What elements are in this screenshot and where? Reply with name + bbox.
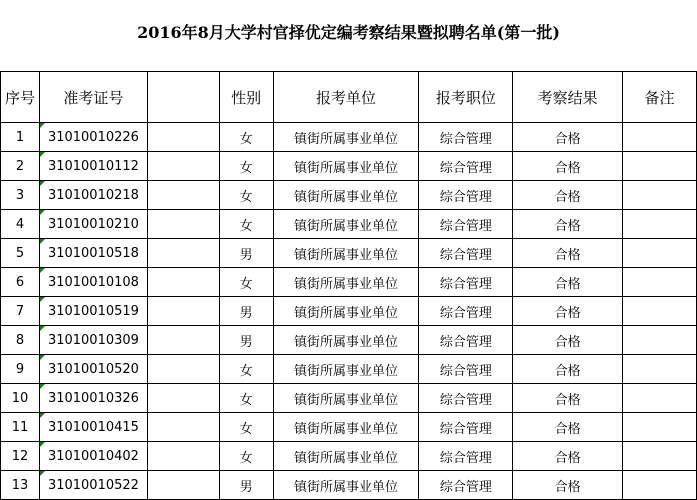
hidden-column-gap[interactable] bbox=[147, 239, 219, 268]
cell-position[interactable]: 综合管理 bbox=[419, 239, 513, 268]
cell-note[interactable] bbox=[623, 268, 697, 297]
candidate-table bbox=[0, 71, 697, 500]
cell-position[interactable]: 综合管理 bbox=[419, 384, 513, 413]
cell-note[interactable] bbox=[623, 152, 697, 181]
cell-exam-no[interactable] bbox=[39, 181, 147, 210]
cell-exam-no[interactable] bbox=[39, 239, 147, 268]
cell-result[interactable]: 合格 bbox=[513, 210, 623, 239]
exam-no-text: 31010010112 bbox=[47, 158, 139, 174]
cell-seq[interactable]: 9 bbox=[1, 355, 40, 384]
text-number-indicator-icon bbox=[40, 326, 45, 331]
text-number-indicator-icon bbox=[40, 442, 45, 447]
cell-position[interactable]: 综合管理 bbox=[419, 355, 513, 384]
hidden-column-gap[interactable] bbox=[147, 326, 219, 355]
cell-result[interactable]: 合格 bbox=[513, 181, 623, 210]
cell-seq[interactable]: 3 bbox=[1, 181, 40, 210]
hidden-column-gap[interactable] bbox=[147, 355, 219, 384]
cell-unit[interactable]: 镇街所属事业单位 bbox=[273, 181, 419, 210]
cell-position[interactable]: 综合管理 bbox=[419, 152, 513, 181]
table-row bbox=[1, 326, 697, 355]
cell-gender[interactable]: 女 bbox=[219, 355, 273, 384]
header-gender: 性别 bbox=[219, 72, 273, 123]
hidden-column-gap bbox=[147, 72, 219, 123]
cell-seq[interactable]: 1 bbox=[1, 123, 40, 152]
exam-no-text: 31010010210 bbox=[47, 216, 139, 232]
cell-unit[interactable]: 镇街所属事业单位 bbox=[273, 123, 419, 152]
exam-no-text: 31010010402 bbox=[47, 448, 139, 464]
cell-seq[interactable]: 8 bbox=[1, 326, 40, 355]
table-row bbox=[1, 268, 697, 297]
cell-position[interactable]: 综合管理 bbox=[419, 326, 513, 355]
cell-note[interactable] bbox=[623, 384, 697, 413]
table-row bbox=[1, 355, 697, 384]
text-number-indicator-icon bbox=[40, 181, 45, 186]
cell-note[interactable] bbox=[623, 471, 697, 500]
cell-exam-no[interactable] bbox=[39, 326, 147, 355]
hidden-column-gap[interactable] bbox=[147, 442, 219, 471]
cell-exam-no[interactable] bbox=[39, 297, 147, 326]
cell-result[interactable]: 合格 bbox=[513, 297, 623, 326]
cell-result[interactable]: 合格 bbox=[513, 384, 623, 413]
cell-exam-no[interactable] bbox=[39, 413, 147, 442]
table-row bbox=[1, 297, 697, 326]
cell-position[interactable]: 综合管理 bbox=[419, 268, 513, 297]
exam-no-text: 31010010415 bbox=[47, 419, 139, 435]
header-row bbox=[1, 72, 697, 123]
cell-unit[interactable]: 镇街所属事业单位 bbox=[273, 297, 419, 326]
cell-note[interactable] bbox=[623, 239, 697, 268]
text-number-indicator-icon bbox=[40, 152, 45, 157]
cell-result[interactable]: 合格 bbox=[513, 442, 623, 471]
cell-result[interactable]: 合格 bbox=[513, 355, 623, 384]
cell-gender[interactable]: 女 bbox=[219, 152, 273, 181]
cell-result[interactable]: 合格 bbox=[513, 268, 623, 297]
cell-unit[interactable]: 镇街所属事业单位 bbox=[273, 442, 419, 471]
cell-note[interactable] bbox=[623, 181, 697, 210]
hidden-column-gap[interactable] bbox=[147, 152, 219, 181]
cell-result[interactable]: 合格 bbox=[513, 152, 623, 181]
cell-gender[interactable]: 男 bbox=[219, 326, 273, 355]
cell-exam-no[interactable] bbox=[39, 268, 147, 297]
cell-seq[interactable]: 5 bbox=[1, 239, 40, 268]
cell-note[interactable] bbox=[623, 442, 697, 471]
text-number-indicator-icon bbox=[40, 355, 45, 360]
hidden-column-gap[interactable] bbox=[147, 210, 219, 239]
cell-seq[interactable]: 11 bbox=[1, 413, 40, 442]
exam-no-text: 31010010108 bbox=[47, 274, 139, 290]
cell-unit[interactable]: 镇街所属事业单位 bbox=[273, 152, 419, 181]
cell-unit[interactable]: 镇街所属事业单位 bbox=[273, 355, 419, 384]
table-row bbox=[1, 152, 697, 181]
text-number-indicator-icon bbox=[40, 413, 45, 418]
header-seq: 序号 bbox=[1, 72, 40, 123]
table-row bbox=[1, 471, 697, 500]
hidden-column-gap[interactable] bbox=[147, 413, 219, 442]
cell-result[interactable]: 合格 bbox=[513, 239, 623, 268]
table-row bbox=[1, 123, 697, 152]
cell-unit[interactable]: 镇街所属事业单位 bbox=[273, 326, 419, 355]
cell-seq[interactable]: 6 bbox=[1, 268, 40, 297]
cell-seq[interactable]: 10 bbox=[1, 384, 40, 413]
cell-exam-no[interactable] bbox=[39, 210, 147, 239]
cell-result[interactable]: 合格 bbox=[513, 123, 623, 152]
cell-seq[interactable]: 4 bbox=[1, 210, 40, 239]
exam-no-text: 31010010326 bbox=[47, 390, 139, 406]
cell-exam-no[interactable] bbox=[39, 355, 147, 384]
cell-gender[interactable]: 男 bbox=[219, 471, 273, 500]
cell-position[interactable]: 综合管理 bbox=[419, 471, 513, 500]
cell-gender[interactable]: 男 bbox=[219, 297, 273, 326]
cell-position[interactable]: 综合管理 bbox=[419, 413, 513, 442]
cell-gender[interactable]: 女 bbox=[219, 442, 273, 471]
exam-no-text: 31010010518 bbox=[47, 245, 139, 261]
cell-unit[interactable]: 镇街所属事业单位 bbox=[273, 210, 419, 239]
cell-gender[interactable]: 女 bbox=[219, 384, 273, 413]
hidden-column-gap[interactable] bbox=[147, 268, 219, 297]
cell-result[interactable]: 合格 bbox=[513, 413, 623, 442]
cell-seq[interactable]: 7 bbox=[1, 297, 40, 326]
cell-position[interactable]: 综合管理 bbox=[419, 181, 513, 210]
hidden-column-gap[interactable] bbox=[147, 123, 219, 152]
cell-unit[interactable]: 镇街所属事业单位 bbox=[273, 413, 419, 442]
cell-exam-no[interactable] bbox=[39, 384, 147, 413]
hidden-column-gap[interactable] bbox=[147, 384, 219, 413]
exam-no-text: 31010010519 bbox=[47, 303, 139, 319]
hidden-column-gap[interactable] bbox=[147, 471, 219, 500]
cell-note[interactable] bbox=[623, 210, 697, 239]
cell-position[interactable]: 综合管理 bbox=[419, 210, 513, 239]
text-number-indicator-icon bbox=[40, 297, 45, 302]
table-row bbox=[1, 181, 697, 210]
cell-gender[interactable]: 女 bbox=[219, 268, 273, 297]
exam-no-text: 31010010309 bbox=[47, 332, 139, 348]
table-row bbox=[1, 413, 697, 442]
cell-note[interactable] bbox=[623, 297, 697, 326]
document-title: 2016年8月大学村官择优定编考察结果暨拟聘名单(第一批) bbox=[137, 23, 560, 42]
cell-note[interactable] bbox=[623, 413, 697, 442]
cell-exam-no[interactable] bbox=[39, 152, 147, 181]
header-result: 考察结果 bbox=[513, 72, 623, 123]
cell-exam-no[interactable] bbox=[39, 442, 147, 471]
exam-no-text: 31010010218 bbox=[47, 187, 139, 203]
cell-note[interactable] bbox=[623, 326, 697, 355]
cell-result[interactable]: 合格 bbox=[513, 471, 623, 500]
cell-exam-no[interactable] bbox=[39, 123, 147, 152]
cell-unit[interactable]: 镇街所属事业单位 bbox=[273, 239, 419, 268]
header-note: 备注 bbox=[623, 72, 697, 123]
header-exam-no: 准考证号 bbox=[39, 72, 147, 123]
cell-seq[interactable]: 2 bbox=[1, 152, 40, 181]
cell-position[interactable]: 综合管理 bbox=[419, 442, 513, 471]
cell-unit[interactable]: 镇街所属事业单位 bbox=[273, 268, 419, 297]
table-row bbox=[1, 384, 697, 413]
cell-exam-no[interactable] bbox=[39, 471, 147, 500]
cell-unit[interactable]: 镇街所属事业单位 bbox=[273, 384, 419, 413]
cell-unit[interactable]: 镇街所属事业单位 bbox=[273, 471, 419, 500]
text-number-indicator-icon bbox=[40, 239, 45, 244]
header-unit: 报考单位 bbox=[273, 72, 419, 123]
table-row bbox=[1, 239, 697, 268]
cell-gender[interactable]: 女 bbox=[219, 413, 273, 442]
hidden-column-gap[interactable] bbox=[147, 297, 219, 326]
exam-no-text: 31010010522 bbox=[47, 477, 139, 493]
cell-seq[interactable]: 13 bbox=[1, 471, 40, 500]
cell-position[interactable]: 综合管理 bbox=[419, 297, 513, 326]
exam-no-text: 31010010520 bbox=[47, 361, 139, 377]
text-number-indicator-icon bbox=[40, 268, 45, 273]
cell-note[interactable] bbox=[623, 355, 697, 384]
cell-seq[interactable]: 12 bbox=[1, 442, 40, 471]
exam-no-text: 31010010226 bbox=[47, 129, 139, 145]
cell-gender[interactable]: 女 bbox=[219, 181, 273, 210]
text-number-indicator-icon bbox=[40, 384, 45, 389]
cell-gender[interactable]: 男 bbox=[219, 239, 273, 268]
cell-position[interactable]: 综合管理 bbox=[419, 123, 513, 152]
header-position: 报考职位 bbox=[419, 72, 513, 123]
text-number-indicator-icon bbox=[40, 471, 45, 476]
table-row bbox=[1, 210, 697, 239]
hidden-column-gap[interactable] bbox=[147, 181, 219, 210]
table-row bbox=[1, 442, 697, 471]
cell-note[interactable] bbox=[623, 123, 697, 152]
text-number-indicator-icon bbox=[40, 210, 45, 215]
cell-gender[interactable]: 女 bbox=[219, 210, 273, 239]
text-number-indicator-icon bbox=[40, 123, 45, 128]
cell-gender[interactable]: 女 bbox=[219, 123, 273, 152]
cell-result[interactable]: 合格 bbox=[513, 326, 623, 355]
